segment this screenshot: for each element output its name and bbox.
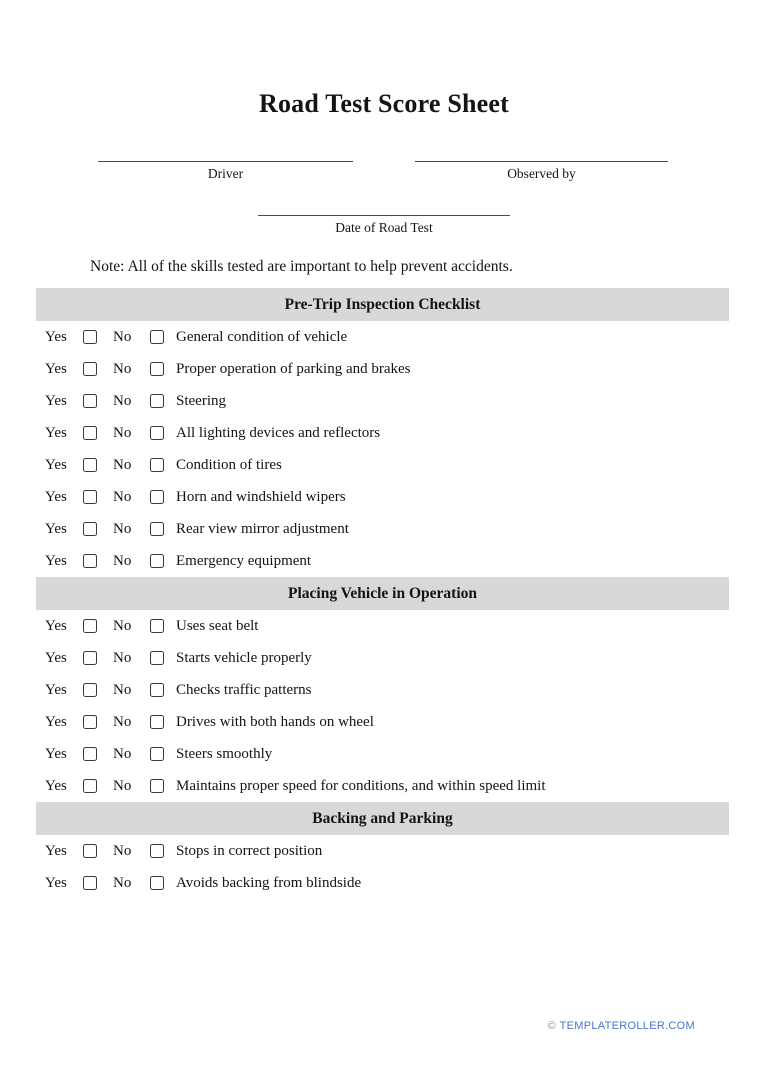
copyright-icon: © bbox=[547, 1020, 556, 1032]
checklist-row bbox=[0, 867, 768, 899]
no-checkbox[interactable] bbox=[150, 458, 164, 472]
checklist-item-label: Steering bbox=[176, 392, 226, 409]
checklist-row bbox=[0, 353, 768, 385]
no-checkbox[interactable] bbox=[150, 490, 164, 504]
no-checkbox[interactable] bbox=[150, 651, 164, 665]
checklist-row bbox=[0, 417, 768, 449]
yes-label: Yes bbox=[45, 713, 67, 730]
no-checkbox[interactable] bbox=[150, 394, 164, 408]
no-label: No bbox=[113, 842, 132, 859]
checklist-row bbox=[0, 738, 768, 770]
checklist-row bbox=[0, 481, 768, 513]
yes-label: Yes bbox=[45, 552, 67, 569]
yes-label: Yes bbox=[45, 456, 67, 473]
checklist-section bbox=[0, 802, 768, 899]
yes-checkbox[interactable] bbox=[83, 362, 97, 376]
checklist-item-label: Avoids backing from blindside bbox=[176, 874, 362, 891]
yes-label: Yes bbox=[45, 745, 67, 762]
observed-by-signature-line[interactable] bbox=[415, 161, 668, 162]
checklist-row bbox=[0, 642, 768, 674]
checklist-item-label: Condition of tires bbox=[176, 456, 282, 473]
checklist-item-label: Emergency equipment bbox=[176, 552, 312, 569]
yes-checkbox[interactable] bbox=[83, 779, 97, 793]
checklist-item-label: Stops in correct position bbox=[176, 842, 323, 859]
yes-checkbox[interactable] bbox=[83, 394, 97, 408]
yes-checkbox[interactable] bbox=[83, 715, 97, 729]
page-title: Road Test Score Sheet bbox=[258, 89, 509, 118]
checklist-row bbox=[0, 835, 768, 867]
observed-by-label: Observed by bbox=[507, 166, 576, 181]
signature-row bbox=[0, 161, 768, 182]
checklist-row bbox=[0, 385, 768, 417]
no-checkbox[interactable] bbox=[150, 844, 164, 858]
no-label: No bbox=[113, 424, 132, 441]
checklist-row bbox=[0, 610, 768, 642]
no-checkbox[interactable] bbox=[150, 779, 164, 793]
checklist-row bbox=[0, 770, 768, 802]
checklist-item-label: Uses seat belt bbox=[176, 617, 259, 634]
no-checkbox[interactable] bbox=[150, 876, 164, 890]
no-checkbox[interactable] bbox=[150, 619, 164, 633]
no-checkbox[interactable] bbox=[150, 330, 164, 344]
driver-signature-line[interactable] bbox=[98, 161, 353, 162]
checklist-row bbox=[0, 513, 768, 545]
no-checkbox[interactable] bbox=[150, 362, 164, 376]
no-checkbox[interactable] bbox=[150, 715, 164, 729]
yes-label: Yes bbox=[45, 777, 67, 794]
yes-checkbox[interactable] bbox=[83, 330, 97, 344]
checklist-item-label: Proper operation of parking and brakes bbox=[176, 360, 411, 377]
no-label: No bbox=[113, 649, 132, 666]
yes-checkbox[interactable] bbox=[83, 490, 97, 504]
no-label: No bbox=[113, 520, 132, 537]
no-checkbox[interactable] bbox=[150, 522, 164, 536]
section-header: Placing Vehicle in Operation bbox=[36, 577, 729, 610]
yes-checkbox[interactable] bbox=[83, 683, 97, 697]
checklist-row bbox=[0, 674, 768, 706]
section-header: Backing and Parking bbox=[36, 802, 729, 835]
yes-checkbox[interactable] bbox=[83, 458, 97, 472]
yes-label: Yes bbox=[45, 392, 67, 409]
checklist-row bbox=[0, 321, 768, 353]
yes-label: Yes bbox=[45, 649, 67, 666]
no-label: No bbox=[113, 488, 132, 505]
yes-label: Yes bbox=[45, 328, 67, 345]
yes-label: Yes bbox=[45, 874, 67, 891]
no-label: No bbox=[113, 360, 132, 377]
checklist-item-label: Steers smoothly bbox=[176, 745, 273, 762]
date-label: Date of Road Test bbox=[335, 220, 433, 235]
footer bbox=[548, 1020, 696, 1033]
no-label: No bbox=[113, 777, 132, 794]
date-field bbox=[258, 215, 510, 236]
no-label: No bbox=[113, 456, 132, 473]
checklist-item-label: Rear view mirror adjustment bbox=[176, 520, 349, 537]
footer-brand-link[interactable]: TEMPLATEROLLER.COM bbox=[559, 1020, 695, 1032]
no-label: No bbox=[113, 328, 132, 345]
no-label: No bbox=[113, 681, 132, 698]
no-checkbox[interactable] bbox=[150, 554, 164, 568]
no-label: No bbox=[113, 874, 132, 891]
checklist-item-label: Drives with both hands on wheel bbox=[176, 713, 374, 730]
yes-checkbox[interactable] bbox=[83, 747, 97, 761]
no-checkbox[interactable] bbox=[150, 683, 164, 697]
checklist-item-label: Horn and windshield wipers bbox=[176, 488, 346, 505]
yes-label: Yes bbox=[45, 842, 67, 859]
no-label: No bbox=[113, 745, 132, 762]
no-label: No bbox=[113, 552, 132, 569]
yes-label: Yes bbox=[45, 424, 67, 441]
checklist-item-label: Maintains proper speed for conditions, and within speed limit bbox=[176, 777, 546, 794]
yes-checkbox[interactable] bbox=[83, 844, 97, 858]
checklist-item-label: Checks traffic patterns bbox=[176, 681, 312, 698]
yes-label: Yes bbox=[45, 681, 67, 698]
driver-label: Driver bbox=[207, 166, 244, 181]
yes-checkbox[interactable] bbox=[83, 651, 97, 665]
yes-label: Yes bbox=[45, 360, 67, 377]
yes-label: Yes bbox=[45, 617, 67, 634]
observed-by-field bbox=[415, 161, 668, 182]
checklist-row bbox=[0, 545, 768, 577]
yes-label: Yes bbox=[45, 488, 67, 505]
checklist-row bbox=[0, 706, 768, 738]
yes-label: Yes bbox=[45, 520, 67, 537]
checklist-row bbox=[0, 449, 768, 481]
checklist-item-label: General condition of vehicle bbox=[176, 328, 348, 345]
no-label: No bbox=[113, 713, 132, 730]
checklist-section bbox=[0, 288, 768, 577]
driver-field bbox=[98, 161, 353, 182]
sections bbox=[0, 288, 768, 899]
yes-checkbox[interactable] bbox=[83, 426, 97, 440]
yes-checkbox[interactable] bbox=[83, 876, 97, 890]
no-label: No bbox=[113, 392, 132, 409]
no-checkbox[interactable] bbox=[150, 747, 164, 761]
checklist-item-label: Starts vehicle properly bbox=[176, 649, 312, 666]
yes-checkbox[interactable] bbox=[83, 522, 97, 536]
section-header: Pre-Trip Inspection Checklist bbox=[36, 288, 729, 321]
checklist-section bbox=[0, 577, 768, 802]
note-text: Note: All of the skills tested are important to help prevent accidents. bbox=[90, 258, 513, 275]
yes-checkbox[interactable] bbox=[83, 554, 97, 568]
date-line[interactable] bbox=[258, 215, 510, 216]
yes-checkbox[interactable] bbox=[83, 619, 97, 633]
no-label: No bbox=[113, 617, 132, 634]
checklist-item-label: All lighting devices and reflectors bbox=[176, 424, 381, 441]
no-checkbox[interactable] bbox=[150, 426, 164, 440]
